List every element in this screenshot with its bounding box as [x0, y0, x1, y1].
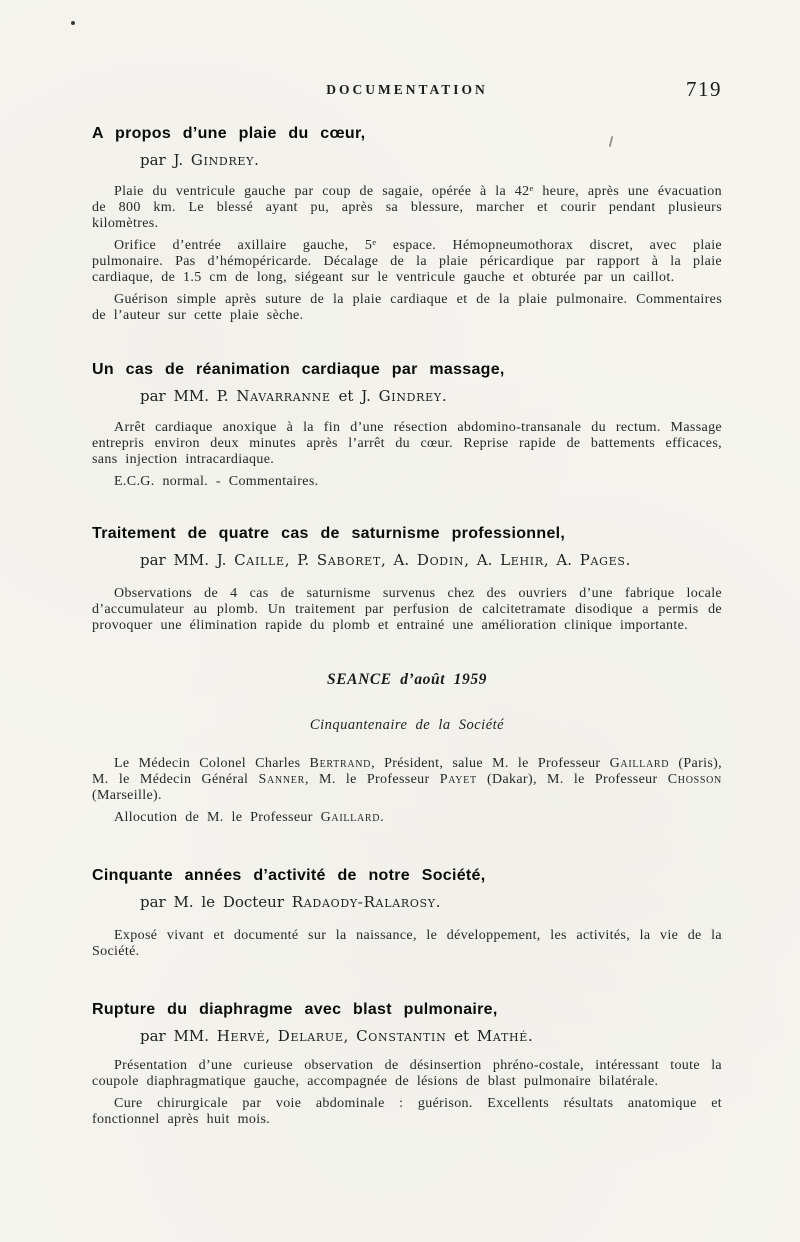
article-title: Cinquante années d’activité de notre Société,	[92, 867, 486, 884]
abstract-paragraph	[92, 184, 722, 232]
session-paragraph	[92, 810, 722, 826]
text-segment: heure, après une évacuation de 800 km. Le blessé ayant pu, après sa blessure, marcher et courir pendant plusieurs kilomètres.	[92, 184, 722, 231]
text-segment: , P.	[284, 551, 317, 569]
article-title: Rupture du diaphragme avec blast pulmonaire,	[92, 1001, 498, 1018]
abstract-paragraph	[92, 420, 722, 468]
text-segment: , A.	[380, 551, 417, 569]
text-segment: Saboret	[316, 551, 381, 569]
text-segment: Exposé vivant et documenté sur la naissance, le développement, les activités, la vie de la Société.	[92, 928, 722, 959]
article-byline	[140, 892, 722, 912]
text-segment: Constantin	[356, 1027, 447, 1045]
abstract-paragraph	[92, 474, 722, 490]
abstract-paragraph	[92, 1096, 722, 1128]
article-abstract	[92, 928, 722, 960]
session-subheading: Cinquantenaire de la Société	[309, 717, 505, 733]
text-segment: par MM.	[140, 1027, 217, 1045]
text-segment: .	[528, 1027, 533, 1045]
article-cinquante-annees	[92, 866, 722, 960]
page-number: 719	[686, 77, 722, 101]
text-segment: (Dakar), M. le Professeur	[476, 772, 668, 787]
article-plaie-du-coeur	[92, 124, 722, 324]
text-segment: Bertrand	[309, 756, 372, 771]
text-segment: Chosson	[667, 772, 722, 787]
text-segment: Gaillard	[320, 810, 381, 825]
text-segment: Le Médecin Colonel Charles	[114, 756, 310, 771]
text-segment: par MM. J.	[140, 551, 235, 569]
abstract-paragraph	[92, 1058, 722, 1090]
text-segment: Observations de 4 cas de saturnisme survenus chez des ouvriers d’une fabrique locale d’accumulateur au plomb. Un traitement par perfusion de calcitetramate disodique a permis de provoquer une élimination rapide du plomb et entrainé une amélioration clinique importante.	[92, 586, 722, 633]
text-segment: Gindrey	[378, 387, 442, 405]
text-segment: Mathé	[476, 1027, 529, 1045]
text-segment: E.C.G. normal. - Commentaires.	[114, 474, 319, 489]
article-byline	[140, 550, 722, 570]
text-segment: .	[441, 387, 447, 405]
article-byline	[140, 1026, 722, 1046]
text-segment: Hervé	[216, 1027, 266, 1045]
text-segment: Lehir	[500, 551, 544, 569]
text-segment: par M. le Docteur	[140, 893, 292, 911]
article-reanimation-cardiaque	[92, 360, 722, 490]
text-segment: Guérison simple après suture de la plaie cardiaque et de la plaie pulmonaire. Commentaires de l’auteur sur cette plaie sèche.	[92, 292, 722, 323]
text-segment: e	[372, 237, 377, 248]
text-segment: Sanner	[258, 772, 305, 787]
text-segment: (Marseille).	[92, 788, 162, 803]
article-saturnisme	[92, 524, 722, 634]
text-segment: .	[380, 810, 385, 825]
abstract-paragraph	[92, 586, 722, 634]
text-segment: et	[446, 1027, 477, 1045]
ink-speck	[71, 21, 75, 25]
article-abstract	[92, 420, 722, 490]
text-segment: Plaie du ventricule gauche par coup de sagaie, opérée à la 42	[114, 184, 530, 199]
page-header	[92, 77, 722, 102]
article-abstract	[92, 1058, 722, 1128]
text-segment: par J.	[140, 151, 191, 169]
text-segment: , Président, salue M. le Professeur	[371, 756, 610, 771]
session-aout-1959	[92, 670, 722, 826]
text-segment: Dodin	[416, 551, 465, 569]
text-segment: Navarranne	[236, 387, 331, 405]
text-segment: Orifice d’entrée axillaire gauche, 5	[114, 238, 373, 253]
text-segment: Arrêt cardiaque anoxique à la fin d’une résection abdomino-transanale du rectum. Massage entrepris environ deux minutes après l’arrêt du cœur. Reprise rapide de battements efficaces, sans injection intracardiaque.	[92, 420, 722, 467]
session-paragraph	[92, 756, 722, 804]
abstract-paragraph	[92, 928, 722, 960]
text-segment: , A.	[464, 551, 501, 569]
text-segment: Pages	[579, 551, 626, 569]
text-segment: .	[254, 151, 259, 169]
text-segment: , M. le Professeur	[304, 772, 440, 787]
text-segment: .	[435, 893, 441, 911]
abstract-paragraph	[92, 238, 722, 286]
text-segment: par MM. P.	[140, 387, 237, 405]
article-title: Un cas de réanimation cardiaque par massage,	[92, 361, 505, 378]
text-segment: Radaody-Ralarosy	[291, 893, 436, 911]
article-title: Traitement de quatre cas de saturnisme professionnel,	[92, 525, 566, 542]
text-segment: (Paris), M. le Médecin Général	[92, 756, 722, 787]
article-title: A propos d’une plaie du cœur,	[92, 125, 366, 142]
text-segment: ,	[265, 1027, 278, 1045]
text-segment: Présentation d’une curieuse observation de désinsertion phréno-costale, intéressant toute la coupole diaphragmatique gauche, accompagnée de lésions de blast pulmonaire bilatérale.	[92, 1058, 722, 1089]
text-segment: .	[625, 551, 631, 569]
article-rupture-diaphragme	[92, 1000, 722, 1128]
text-segment: Gaillard	[609, 756, 670, 771]
text-segment: ,	[343, 1027, 357, 1045]
text-segment: , A.	[543, 551, 580, 569]
text-segment: Gindrey	[190, 151, 255, 169]
text-segment: espace. Hémopneumothorax discret, avec plaie pulmonaire. Pas d’hémopéricarde. Décalage de la plaie péricardique par rapport à la plaie cardiaque, de 1.5 cm de long, siégeant sur le ventricule gauche et obturée par un caillot.	[92, 238, 722, 285]
running-head: DOCUMENTATION	[326, 82, 488, 97]
session-body	[92, 756, 722, 826]
text-segment: e	[529, 183, 534, 194]
article-byline	[140, 386, 722, 406]
abstract-paragraph	[92, 292, 722, 324]
article-abstract	[92, 586, 722, 634]
session-heading: SEANCE d’août 1959	[326, 671, 488, 688]
article-abstract	[92, 184, 722, 324]
text-segment: et J.	[330, 387, 379, 405]
article-byline	[140, 150, 722, 170]
text-segment: Caille	[234, 551, 285, 569]
text-segment: Delarue	[277, 1027, 344, 1045]
text-segment: Payet	[439, 772, 477, 787]
text-segment: Cure chirurgicale par voie abdominale : guérison. Excellents résultats anatomique et fonctionnel après huit mois.	[92, 1096, 722, 1127]
text-segment: Allocution de M. le Professeur	[114, 810, 321, 825]
